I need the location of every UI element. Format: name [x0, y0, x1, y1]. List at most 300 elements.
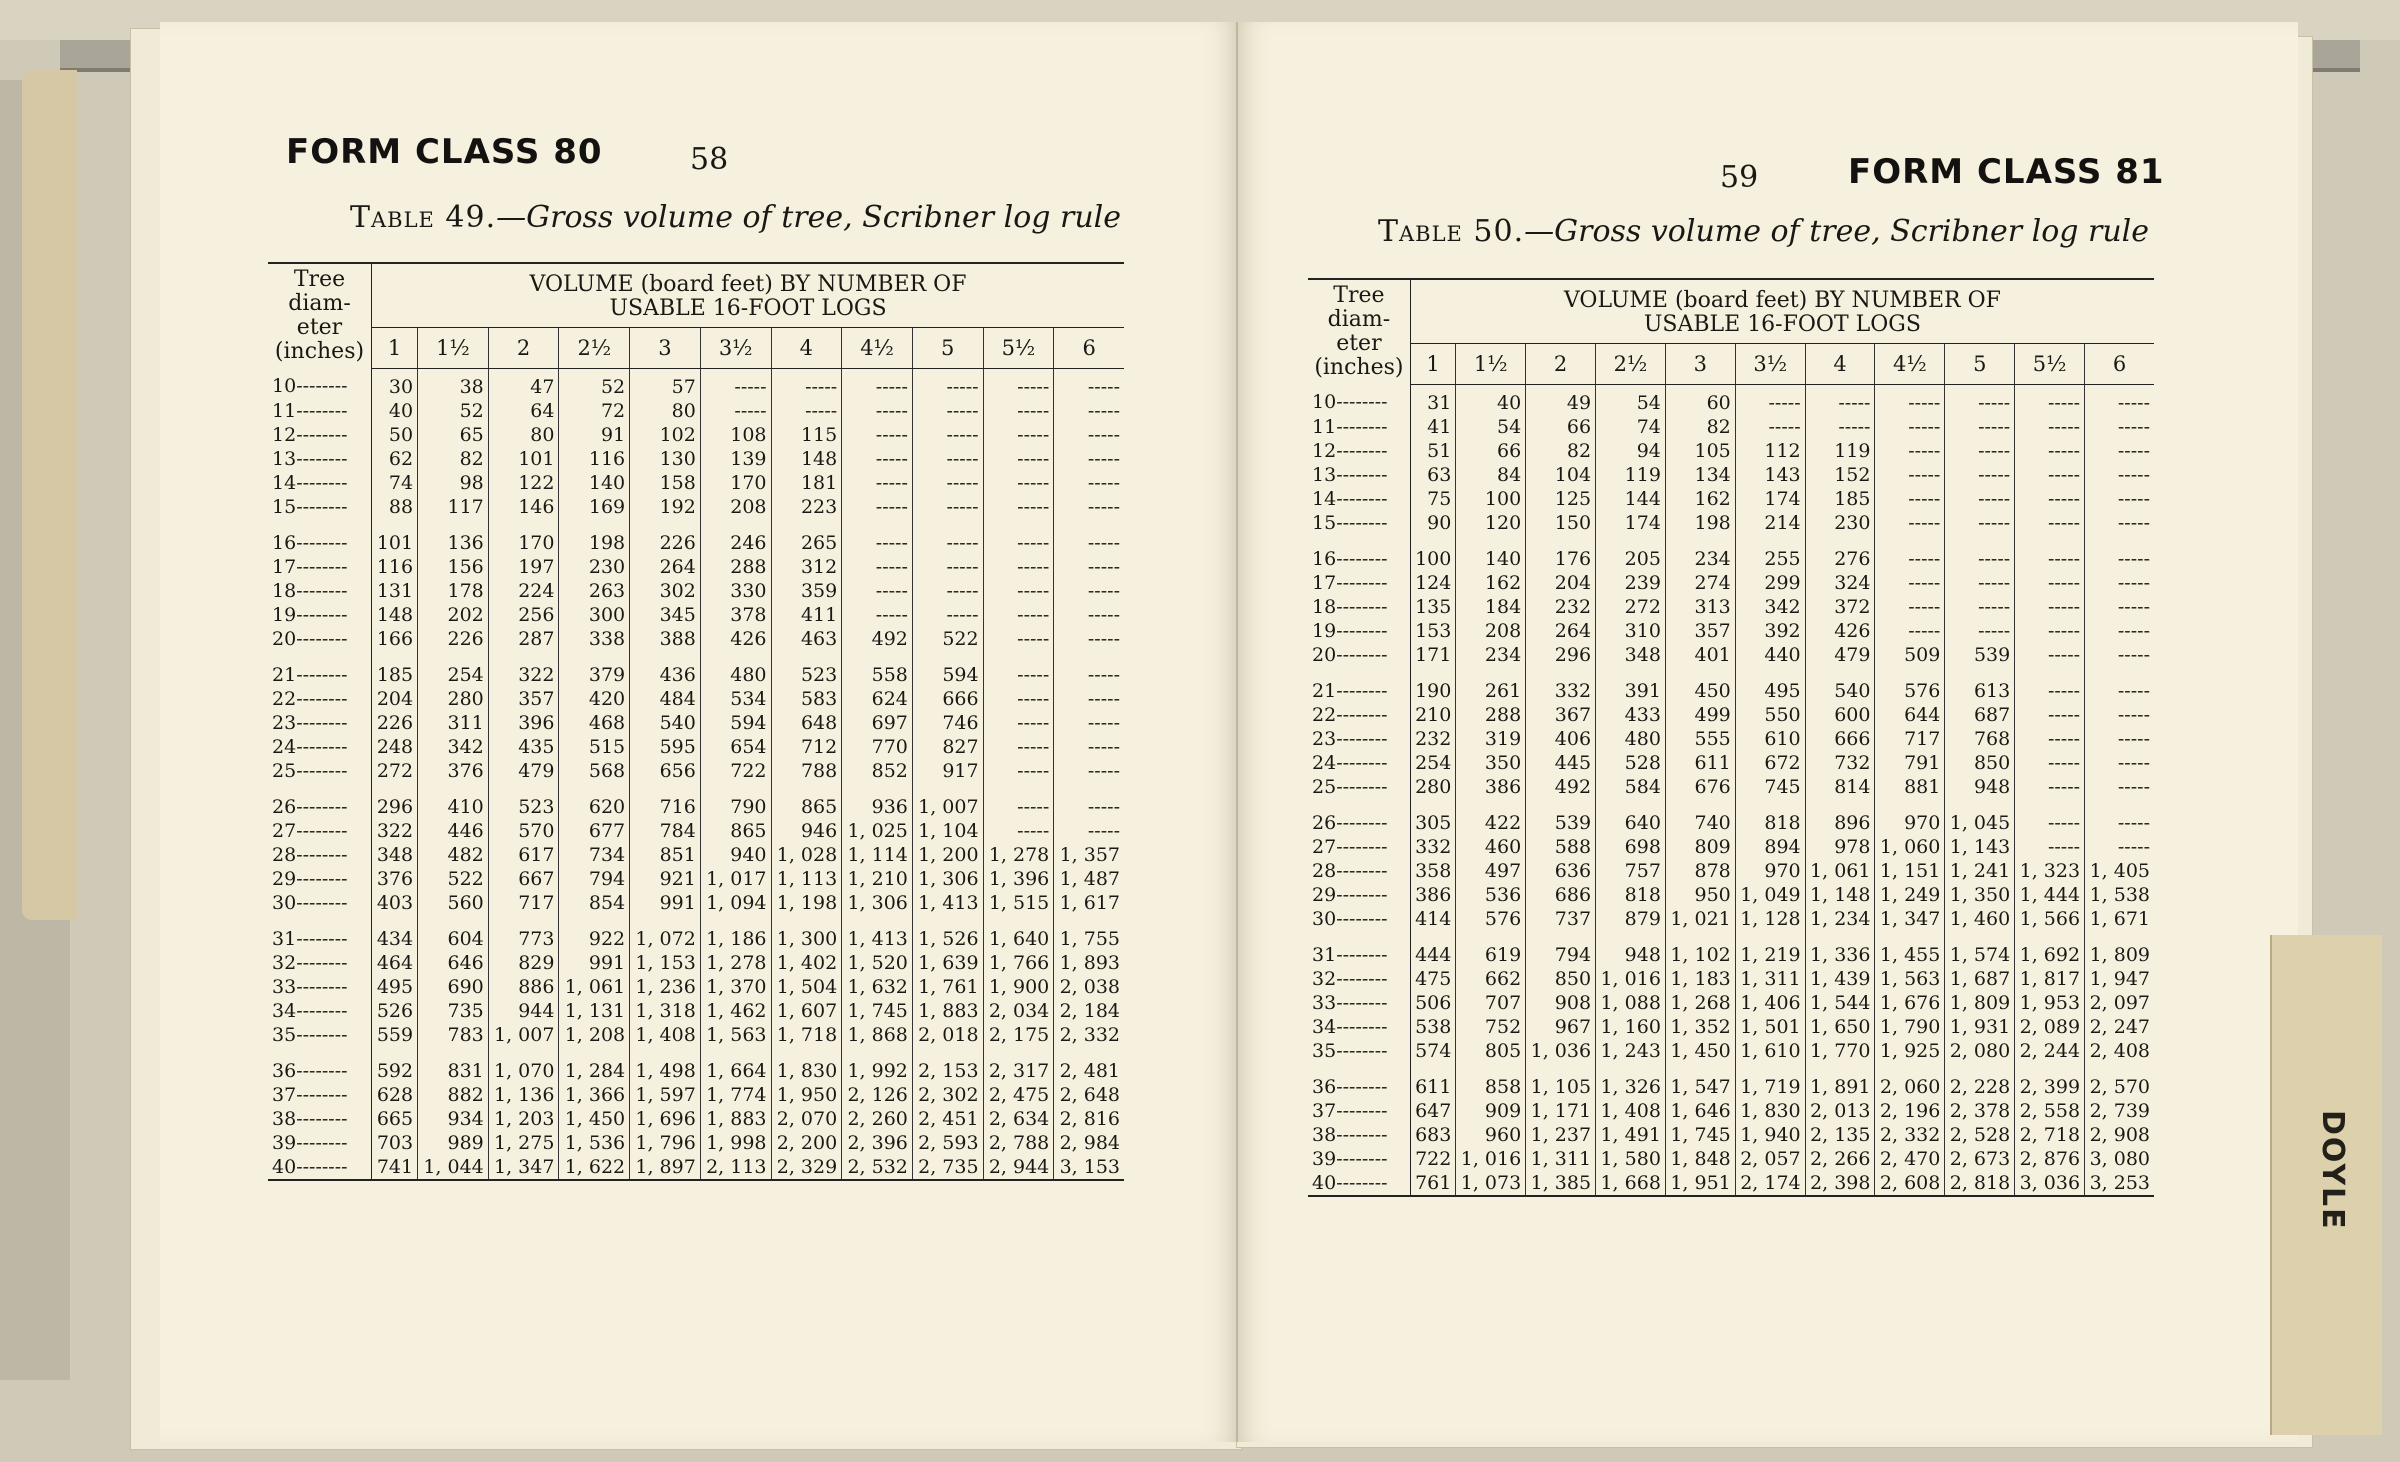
table-row — [268, 867, 1124, 891]
volume-cell: 223 — [771, 495, 842, 519]
empty-cell: ----- — [700, 368, 771, 399]
volume-cell: 124 — [1415, 571, 1452, 594]
empty-cell: ----- — [1875, 595, 1945, 619]
leader-dashes: -------- — [296, 1059, 348, 1082]
volume-cell: 468 — [559, 711, 630, 735]
diameter-value: 33 — [272, 975, 297, 998]
empty-cell: ----- — [2015, 835, 2085, 859]
volume-cell: 1, 385 — [1526, 1171, 1596, 1196]
volume-cell: 967 — [1526, 1015, 1596, 1039]
diameter-value: 14 — [272, 471, 297, 494]
table-row — [268, 951, 1124, 975]
table-50 — [1308, 278, 2154, 1197]
volume-cell: 139 — [700, 447, 771, 471]
volume-cell: 479 — [488, 759, 559, 783]
volume-cell: 1, 311 — [1526, 1147, 1596, 1171]
table-49 — [268, 262, 1124, 1181]
volume-cell: 119 — [1596, 463, 1666, 487]
volume-cell: 879 — [1596, 907, 1666, 931]
empty-cell: ----- — [1945, 384, 2015, 415]
volume-cell: 450 — [1665, 667, 1735, 703]
leader-dashes: -------- — [1336, 415, 1388, 438]
empty-cell: ----- — [1945, 439, 2015, 463]
empty-cell: ----- — [983, 759, 1054, 783]
volume-cell: 2, 735 — [912, 1155, 983, 1180]
volume-cell: 672 — [1735, 751, 1805, 775]
volume-cell: 858 — [1456, 1063, 1526, 1099]
empty-cell: ----- — [912, 447, 983, 471]
diameter-value: 20 — [1312, 643, 1337, 666]
leader-dashes: -------- — [1336, 775, 1388, 798]
volume-cell: 574 — [1415, 1039, 1452, 1062]
empty-cell: ----- — [1945, 415, 2015, 439]
volume-cell: 136 — [418, 519, 489, 555]
empty-cell: ----- — [1875, 511, 1945, 535]
volume-cell: 272 — [376, 759, 414, 782]
diameter-value: 15 — [1312, 511, 1337, 534]
volume-header-line: USABLE 16-FOOT LOGS — [1643, 311, 1921, 337]
diameter-group — [268, 651, 1124, 783]
leader-dashes: -------- — [1336, 1099, 1388, 1122]
leader-dashes: -------- — [1336, 835, 1388, 858]
volume-cell: 515 — [559, 735, 630, 759]
volume-cell: 2, 135 — [1805, 1123, 1875, 1147]
empty-cell: ----- — [1945, 487, 2015, 511]
empty-cell: ----- — [1054, 687, 1124, 711]
table-row — [268, 1083, 1124, 1107]
table-row — [268, 603, 1124, 627]
diameter-value: 39 — [1312, 1147, 1337, 1170]
volume-cell: 170 — [700, 471, 771, 495]
volume-cell: 426 — [700, 627, 771, 651]
volume-cell: 484 — [630, 687, 701, 711]
diameter-value: 32 — [272, 951, 297, 974]
diameter-value: 23 — [1312, 727, 1337, 750]
diameter-value: 31 — [1312, 943, 1337, 966]
empty-cell: ----- — [2015, 487, 2085, 511]
table-row — [268, 975, 1124, 999]
volume-cell: 312 — [771, 555, 842, 579]
volume-cell: 1, 460 — [1945, 907, 2015, 931]
diameter-value: 35 — [1312, 1039, 1337, 1062]
diameter-value: 25 — [272, 759, 297, 782]
volume-cell: 403 — [376, 891, 414, 914]
volume-cell: 41 — [1427, 415, 1452, 438]
empty-cell: ----- — [2085, 487, 2154, 511]
volume-cell: 1, 151 — [1875, 859, 1945, 883]
volume-cell: 540 — [630, 711, 701, 735]
table-row — [1308, 1063, 2154, 1099]
volume-cell: 506 — [1415, 991, 1452, 1014]
volume-cell: 436 — [630, 651, 701, 687]
volume-cell: 230 — [559, 555, 630, 579]
empty-cell: ----- — [842, 495, 913, 519]
table-row — [268, 735, 1124, 759]
volume-cell: 644 — [1875, 703, 1945, 727]
empty-cell: ----- — [983, 447, 1054, 471]
volume-cell: 445 — [1526, 751, 1596, 775]
volume-cell: 2, 317 — [983, 1047, 1054, 1083]
volume-cell: 202 — [418, 603, 489, 627]
leader-dashes: -------- — [1336, 1171, 1388, 1194]
empty-cell: ----- — [1054, 447, 1124, 471]
volume-cell: 540 — [1805, 667, 1875, 703]
volume-cell: 156 — [418, 555, 489, 579]
leader-dashes: -------- — [296, 447, 348, 470]
diameter-group — [1308, 799, 2154, 931]
diameter-value: 22 — [1312, 703, 1337, 726]
volume-cell: 1, 998 — [700, 1131, 771, 1155]
volume-cell: 319 — [1456, 727, 1526, 751]
volume-cell: 1, 017 — [700, 867, 771, 891]
volume-cell: 330 — [700, 579, 771, 603]
volume-cell: 185 — [376, 663, 414, 686]
volume-cell: 818 — [1735, 799, 1805, 835]
volume-cell: 410 — [418, 783, 489, 819]
log-count-header: 1½ — [1456, 344, 1526, 384]
empty-cell: ----- — [2085, 703, 2154, 727]
volume-cell: 588 — [1526, 835, 1596, 859]
volume-cell: 234 — [1665, 535, 1735, 571]
diameter-value: 28 — [272, 843, 297, 866]
volume-cell: 1, 016 — [1596, 967, 1666, 991]
volume-cell: 970 — [1735, 859, 1805, 883]
empty-cell: ----- — [1054, 711, 1124, 735]
volume-cell: 1, 897 — [630, 1155, 701, 1180]
diameter-value: 38 — [272, 1107, 297, 1130]
volume-cell: 666 — [912, 687, 983, 711]
log-count-header: 4 — [771, 328, 842, 368]
volume-cell: 814 — [1805, 775, 1875, 799]
volume-cell: 934 — [418, 1107, 489, 1131]
volume-cell: 169 — [559, 495, 630, 519]
volume-cell: 2, 378 — [1945, 1099, 2015, 1123]
volume-cell: 1, 278 — [700, 951, 771, 975]
volume-cell: 460 — [1456, 835, 1526, 859]
volume-cell: 125 — [1526, 487, 1596, 511]
log-count-header: 4½ — [842, 328, 913, 368]
volume-cell: 1, 219 — [1735, 931, 1805, 967]
diameter-column-header — [1308, 279, 1410, 384]
leader-dashes: -------- — [296, 1083, 348, 1106]
volume-cell: 522 — [418, 867, 489, 891]
volume-cell: 280 — [418, 687, 489, 711]
volume-cell: 208 — [700, 495, 771, 519]
volume-cell: 388 — [630, 627, 701, 651]
volume-cell: 2, 013 — [1805, 1099, 1875, 1123]
volume-cell: 497 — [1456, 859, 1526, 883]
diameter-header-line: diam- — [288, 291, 351, 316]
empty-cell: ----- — [912, 579, 983, 603]
volume-cell: 617 — [488, 843, 559, 867]
volume-cell: 1, 028 — [771, 843, 842, 867]
volume-cell: 256 — [488, 603, 559, 627]
empty-cell: ----- — [1054, 555, 1124, 579]
volume-cell: 865 — [700, 819, 771, 843]
volume-cell: 922 — [559, 915, 630, 951]
table-row — [1308, 1171, 2154, 1196]
volume-cell: 737 — [1526, 907, 1596, 931]
volume-cell: 40 — [388, 399, 414, 422]
diameter-value: 27 — [1312, 835, 1337, 858]
diameter-value: 21 — [272, 663, 297, 686]
empty-cell: ----- — [771, 399, 842, 423]
volume-cell: 2, 876 — [2015, 1147, 2085, 1171]
volume-cell: 538 — [1415, 1015, 1452, 1038]
volume-cell: 287 — [488, 627, 559, 651]
volume-cell: 1, 025 — [842, 819, 913, 843]
diameter-column-header — [268, 263, 372, 368]
volume-cell: 116 — [559, 447, 630, 471]
table-row — [1308, 384, 2154, 415]
volume-cell: 717 — [1875, 727, 1945, 751]
leader-dashes: -------- — [296, 891, 348, 914]
leader-dashes: -------- — [296, 999, 348, 1022]
volume-cell: 1, 102 — [1665, 931, 1735, 967]
table-row — [268, 759, 1124, 783]
empty-cell: ----- — [2015, 535, 2085, 571]
volume-cell: 2, 244 — [2015, 1039, 2085, 1063]
empty-cell: ----- — [1735, 415, 1805, 439]
volume-cell: 594 — [912, 651, 983, 687]
diameter-value: 14 — [1312, 487, 1337, 510]
volume-cell: 1, 574 — [1945, 931, 2015, 967]
leader-dashes: -------- — [296, 843, 348, 866]
volume-cell: 342 — [1735, 595, 1805, 619]
volume-cell: 1, 268 — [1665, 991, 1735, 1015]
diameter-value: 19 — [1312, 619, 1337, 642]
leader-dashes: -------- — [1336, 967, 1388, 990]
diameter-value: 13 — [272, 447, 297, 470]
volume-cell: 350 — [1456, 751, 1526, 775]
volume-cell: 560 — [418, 891, 489, 915]
volume-cell: 426 — [1805, 619, 1875, 643]
volume-cell: 2, 984 — [1054, 1131, 1124, 1155]
diameter-value: 11 — [1312, 415, 1337, 438]
leader-dashes: -------- — [1336, 547, 1388, 570]
volume-cell: 140 — [1456, 535, 1526, 571]
volume-cell: 204 — [1526, 571, 1596, 595]
empty-cell: ----- — [983, 399, 1054, 423]
empty-cell: ----- — [771, 368, 842, 399]
leader-dashes: -------- — [296, 711, 348, 734]
empty-cell: ----- — [1054, 423, 1124, 447]
volume-cell: 1, 501 — [1735, 1015, 1805, 1039]
volume-cell: 656 — [630, 759, 701, 783]
volume-cell: 878 — [1665, 859, 1735, 883]
leader-dashes: -------- — [1336, 1123, 1388, 1146]
volume-cell: 950 — [1665, 883, 1735, 907]
leader-dashes: -------- — [1336, 571, 1388, 594]
empty-cell: ----- — [842, 471, 913, 495]
table-caption: —Gross volume of tree, Scribner log rule — [1524, 214, 2150, 249]
diameter-value: 24 — [272, 735, 297, 758]
volume-cell: 2, 247 — [2085, 1015, 2154, 1039]
empty-cell: ----- — [1945, 463, 2015, 487]
volume-cell: 908 — [1526, 991, 1596, 1015]
volume-cell: 1, 830 — [1735, 1099, 1805, 1123]
volume-cell: 1, 094 — [700, 891, 771, 915]
volume-cell: 703 — [376, 1131, 414, 1154]
volume-cell: 1, 237 — [1526, 1123, 1596, 1147]
volume-cell: 120 — [1456, 511, 1526, 535]
volume-cell: 1, 622 — [559, 1155, 630, 1180]
volume-cell: 108 — [700, 423, 771, 447]
volume-cell: 170 — [488, 519, 559, 555]
table-row — [1308, 571, 2154, 595]
leader-dashes: -------- — [1336, 943, 1388, 966]
empty-cell: ----- — [1735, 384, 1805, 415]
volume-cell: 386 — [1456, 775, 1526, 799]
volume-cell: 2, 648 — [1054, 1083, 1124, 1107]
table-row — [1308, 883, 2154, 907]
leader-dashes: -------- — [296, 867, 348, 890]
log-count-header: 3 — [1665, 344, 1735, 384]
log-count-header: 2½ — [559, 328, 630, 368]
table-row — [268, 519, 1124, 555]
volume-cell: 746 — [912, 711, 983, 735]
diameter-group — [1308, 667, 2154, 799]
volume-cell: 482 — [418, 843, 489, 867]
empty-cell: ----- — [2015, 463, 2085, 487]
volume-cell: 646 — [418, 951, 489, 975]
empty-cell: ----- — [1945, 595, 2015, 619]
volume-cell: 1, 900 — [983, 975, 1054, 999]
leader-dashes: -------- — [296, 531, 348, 554]
diameter-value: 20 — [272, 627, 297, 650]
page-59 — [1238, 22, 2298, 1442]
diameter-value: 18 — [1312, 595, 1337, 618]
volume-cell: 948 — [1596, 931, 1666, 967]
volume-cell: 523 — [771, 651, 842, 687]
volume-cell: 1, 396 — [983, 867, 1054, 891]
empty-cell: ----- — [1054, 368, 1124, 399]
volume-header-line: VOLUME (board feet) BY NUMBER OF — [529, 271, 967, 297]
volume-cell: 1, 547 — [1665, 1063, 1735, 1099]
empty-cell: ----- — [983, 687, 1054, 711]
volume-cell: 1, 036 — [1526, 1039, 1596, 1063]
volume-cell: 396 — [488, 711, 559, 735]
diameter-value: 29 — [1312, 883, 1337, 906]
volume-cell: 2, 332 — [1875, 1123, 1945, 1147]
volume-cell: 178 — [418, 579, 489, 603]
volume-cell: 1, 318 — [630, 999, 701, 1023]
volume-cell: 226 — [418, 627, 489, 651]
volume-cell: 1, 016 — [1456, 1147, 1526, 1171]
empty-cell: ----- — [2015, 703, 2085, 727]
table-row — [268, 1047, 1124, 1083]
empty-cell: ----- — [842, 579, 913, 603]
volume-cell: 829 — [488, 951, 559, 975]
volume-cell: 181 — [771, 471, 842, 495]
diameter-value: 37 — [1312, 1099, 1337, 1122]
table-row — [1308, 835, 2154, 859]
table-caption: —Gross volume of tree, Scribner log rule — [496, 200, 1122, 235]
volume-cell: 770 — [842, 735, 913, 759]
volume-cell: 324 — [1805, 571, 1875, 595]
volume-header — [372, 263, 1125, 328]
empty-cell: ----- — [2085, 727, 2154, 751]
volume-cell: 1, 566 — [2015, 907, 2085, 931]
empty-cell: ----- — [1875, 487, 1945, 511]
volume-cell: 1, 402 — [771, 951, 842, 975]
volume-cell: 1, 450 — [1665, 1039, 1735, 1063]
leader-dashes: -------- — [1336, 1015, 1388, 1038]
volume-cell: 82 — [418, 447, 489, 471]
volume-cell: 1, 284 — [559, 1047, 630, 1083]
volume-cell: 1, 883 — [912, 999, 983, 1023]
volume-cell: 52 — [418, 399, 489, 423]
volume-cell: 1, 766 — [983, 951, 1054, 975]
diameter-header-line: Tree — [1333, 283, 1385, 308]
diameter-value: 10 — [272, 375, 297, 398]
volume-cell: 435 — [488, 735, 559, 759]
leader-dashes: -------- — [1336, 883, 1388, 906]
volume-cell: 745 — [1735, 775, 1805, 799]
log-count-header: 5½ — [983, 328, 1054, 368]
diameter-value: 35 — [272, 1023, 297, 1046]
table-row — [1308, 1039, 2154, 1063]
volume-cell: 495 — [1735, 667, 1805, 703]
volume-cell: 264 — [1526, 619, 1596, 643]
volume-cell: 1, 210 — [842, 867, 913, 891]
log-count-header: 2 — [488, 328, 559, 368]
volume-cell: 82 — [1526, 439, 1596, 463]
volume-cell: 761 — [1415, 1171, 1452, 1194]
log-count-header: 3½ — [1735, 344, 1805, 384]
volume-cell: 1, 413 — [842, 915, 913, 951]
volume-cell: 1, 817 — [2015, 967, 2085, 991]
empty-cell: ----- — [1054, 603, 1124, 627]
volume-cell: 1, 070 — [488, 1047, 559, 1083]
leader-dashes: -------- — [1336, 439, 1388, 462]
volume-cell: 499 — [1665, 703, 1735, 727]
empty-cell: ----- — [912, 399, 983, 423]
volume-cell: 38 — [418, 368, 489, 399]
volume-cell: 1, 249 — [1875, 883, 1945, 907]
volume-cell: 57 — [630, 368, 701, 399]
empty-cell: ----- — [2085, 643, 2154, 667]
volume-cell: 130 — [630, 447, 701, 471]
volume-cell: 677 — [559, 819, 630, 843]
volume-cell: 214 — [1735, 511, 1805, 535]
table-row — [1308, 991, 2154, 1015]
volume-cell: 1, 072 — [630, 915, 701, 951]
empty-cell: ----- — [1875, 619, 1945, 643]
volume-cell: 1, 413 — [912, 891, 983, 915]
leader-dashes: -------- — [1336, 1147, 1388, 1170]
volume-cell: 299 — [1735, 571, 1805, 595]
volume-cell: 528 — [1596, 751, 1666, 775]
leader-dashes: -------- — [1336, 907, 1388, 930]
leader-dashes: -------- — [1336, 619, 1388, 642]
volume-cell: 376 — [418, 759, 489, 783]
volume-cell: 171 — [1415, 643, 1452, 666]
volume-cell: 1, 444 — [2015, 883, 2085, 907]
volume-cell: 348 — [1596, 643, 1666, 667]
table-row — [1308, 511, 2154, 535]
volume-cell: 773 — [488, 915, 559, 951]
volume-cell: 2, 329 — [771, 1155, 842, 1180]
volume-cell: 768 — [1945, 727, 2015, 751]
diameter-header-line: diam- — [1327, 307, 1391, 332]
volume-cell: 102 — [630, 423, 701, 447]
volume-cell: 1, 676 — [1875, 991, 1945, 1015]
volume-cell: 1, 664 — [700, 1047, 771, 1083]
volume-cell: 1, 143 — [1945, 835, 2015, 859]
volume-cell: 379 — [559, 651, 630, 687]
log-count-header: 5 — [912, 328, 983, 368]
